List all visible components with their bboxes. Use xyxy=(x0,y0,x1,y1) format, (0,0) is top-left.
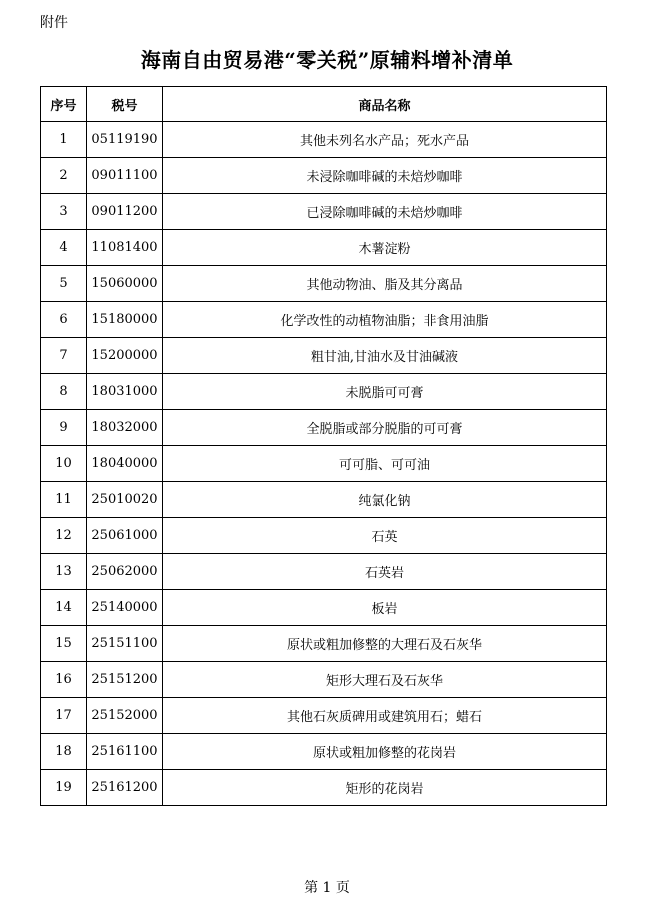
header-tax-code: 税号 xyxy=(87,87,163,122)
table-row xyxy=(41,266,607,302)
cell-goods-name: 化学改性的动植物油脂；非食用油脂 xyxy=(163,302,607,338)
cell-seq: 3 xyxy=(41,194,87,230)
cell-seq: 13 xyxy=(41,554,87,590)
page-number: 第 1 页 xyxy=(304,880,350,896)
table-row xyxy=(41,302,607,338)
table-header-row xyxy=(41,87,607,122)
cell-tax-code: 25151100 xyxy=(87,626,163,662)
table-row xyxy=(41,374,607,410)
table-row xyxy=(41,662,607,698)
cell-goods-name: 原状或粗加修整的大理石及石灰华 xyxy=(163,626,607,662)
cell-tax-code: 11081400 xyxy=(87,230,163,266)
cell-seq: 8 xyxy=(41,374,87,410)
cell-goods-name: 纯氯化钠 xyxy=(163,482,607,518)
table-row xyxy=(41,518,607,554)
cell-tax-code: 09011200 xyxy=(87,194,163,230)
cell-goods-name: 矩形大理石及石灰华 xyxy=(163,662,607,698)
cell-seq: 4 xyxy=(41,230,87,266)
table-row xyxy=(41,482,607,518)
goods-list-table xyxy=(40,86,607,806)
page-title: 海南自由贸易港“零关税”原辅料增补清单 xyxy=(140,48,514,72)
cell-goods-name: 板岩 xyxy=(163,590,607,626)
cell-seq: 7 xyxy=(41,338,87,374)
cell-tax-code: 25010020 xyxy=(87,482,163,518)
cell-tax-code: 25140000 xyxy=(87,590,163,626)
cell-seq: 14 xyxy=(41,590,87,626)
cell-seq: 1 xyxy=(41,122,87,158)
cell-seq: 15 xyxy=(41,626,87,662)
cell-tax-code: 15200000 xyxy=(87,338,163,374)
cell-seq: 19 xyxy=(41,770,87,806)
cell-tax-code: 09011100 xyxy=(87,158,163,194)
table-row xyxy=(41,194,607,230)
cell-tax-code: 18031000 xyxy=(87,374,163,410)
table-body xyxy=(41,122,607,806)
cell-goods-name: 可可脂、可可油 xyxy=(163,446,607,482)
table-row xyxy=(41,698,607,734)
cell-tax-code: 25152000 xyxy=(87,698,163,734)
cell-seq: 18 xyxy=(41,734,87,770)
header-goods-name: 商品名称 xyxy=(163,87,607,122)
cell-tax-code: 15180000 xyxy=(87,302,163,338)
cell-seq: 5 xyxy=(41,266,87,302)
table-row xyxy=(41,230,607,266)
cell-tax-code: 05119190 xyxy=(87,122,163,158)
cell-seq: 16 xyxy=(41,662,87,698)
cell-goods-name: 全脱脂或部分脱脂的可可膏 xyxy=(163,410,607,446)
cell-goods-name: 石英 xyxy=(163,518,607,554)
cell-goods-name: 已浸除咖啡碱的未焙炒咖啡 xyxy=(163,194,607,230)
cell-tax-code: 25151200 xyxy=(87,662,163,698)
cell-seq: 17 xyxy=(41,698,87,734)
cell-tax-code: 25161100 xyxy=(87,734,163,770)
cell-goods-name: 其他石灰质碑用或建筑用石；蜡石 xyxy=(163,698,607,734)
table-row xyxy=(41,122,607,158)
cell-goods-name: 未浸除咖啡碱的未焙炒咖啡 xyxy=(163,158,607,194)
cell-seq: 6 xyxy=(41,302,87,338)
table-row xyxy=(41,338,607,374)
table-row xyxy=(41,554,607,590)
cell-tax-code: 18032000 xyxy=(87,410,163,446)
attachment-label: 附件 xyxy=(40,15,68,31)
cell-tax-code: 15060000 xyxy=(87,266,163,302)
cell-seq: 11 xyxy=(41,482,87,518)
table-row xyxy=(41,590,607,626)
cell-goods-name: 石英岩 xyxy=(163,554,607,590)
cell-tax-code: 25062000 xyxy=(87,554,163,590)
cell-tax-code: 25161200 xyxy=(87,770,163,806)
cell-goods-name: 原状或粗加修整的花岗岩 xyxy=(163,734,607,770)
cell-seq: 10 xyxy=(41,446,87,482)
cell-goods-name: 其他未列名水产品；死水产品 xyxy=(163,122,607,158)
cell-goods-name: 其他动物油、脂及其分离品 xyxy=(163,266,607,302)
table-row xyxy=(41,446,607,482)
cell-goods-name: 未脱脂可可膏 xyxy=(163,374,607,410)
table-row xyxy=(41,770,607,806)
cell-goods-name: 矩形的花岗岩 xyxy=(163,770,607,806)
cell-goods-name: 木薯淀粉 xyxy=(163,230,607,266)
cell-tax-code: 25061000 xyxy=(87,518,163,554)
table-row xyxy=(41,626,607,662)
cell-seq: 9 xyxy=(41,410,87,446)
header-seq: 序号 xyxy=(41,87,87,122)
table-row xyxy=(41,158,607,194)
cell-goods-name: 粗甘油,甘油水及甘油碱液 xyxy=(163,338,607,374)
cell-tax-code: 18040000 xyxy=(87,446,163,482)
table-row xyxy=(41,734,607,770)
table-row xyxy=(41,410,607,446)
cell-seq: 12 xyxy=(41,518,87,554)
cell-seq: 2 xyxy=(41,158,87,194)
